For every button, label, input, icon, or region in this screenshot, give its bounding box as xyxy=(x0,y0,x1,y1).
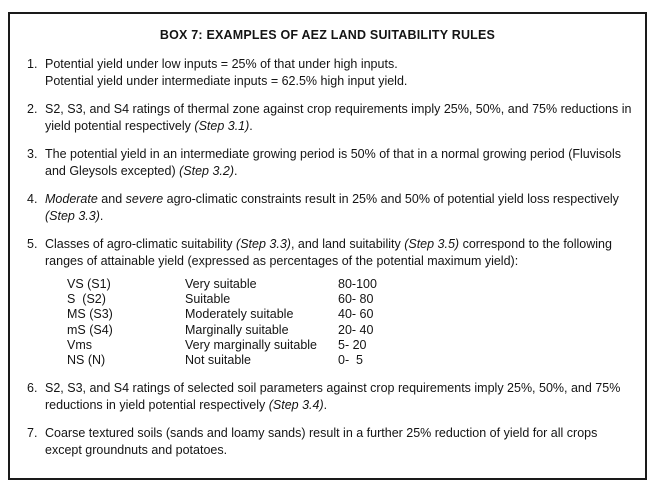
class-range: 5- 20 xyxy=(338,337,367,352)
class-code: NS (N) xyxy=(67,353,106,368)
class-code: MS (S3) xyxy=(67,307,113,322)
rule-body-part: and xyxy=(97,192,126,206)
rule-number: 7. xyxy=(27,426,38,441)
table-row xyxy=(67,323,428,338)
rule-3 xyxy=(27,146,637,179)
rule-body-part: Classes of agro-climatic suitability xyxy=(45,237,237,251)
rule-end: . xyxy=(234,163,238,178)
rule-number: 3. xyxy=(27,147,38,161)
rule-5 xyxy=(27,236,637,368)
rule-text xyxy=(45,191,637,224)
class-label: Suitable xyxy=(185,292,231,307)
step-reference: (Step 3.3) xyxy=(45,208,100,223)
table-row xyxy=(67,353,428,368)
rule-end: . xyxy=(323,397,328,412)
rule-body: S2, S3, and S4 ratings of selected soil parameters against crop requirements imply 25%, 50%, and 75% reductions in yield potential respectively xyxy=(45,381,621,412)
rule-text xyxy=(45,236,637,269)
class-label: Moderately suitable xyxy=(185,307,294,322)
rule-text: Coarse textured soils (sands and loamy sands) result in a further 25% reduction of yield for all crops except groundnuts and potatoes. xyxy=(45,426,598,457)
class-range: 0- 5 xyxy=(338,353,364,368)
rule-body: The potential yield in an intermediate growing period is 50% of that in a normal growing period (Fluvisols and Gleysols excepted) xyxy=(45,147,622,178)
rule-end: . xyxy=(249,118,253,133)
rule-text-line-1: Potential yield under low inputs = 25% of that under high inputs. xyxy=(45,57,398,71)
class-label: Not suitable xyxy=(185,353,252,368)
class-label: Very marginally suitable xyxy=(185,337,318,352)
rule-text xyxy=(45,146,637,179)
rules-list xyxy=(27,56,637,470)
class-range: 20- 40 xyxy=(338,322,374,337)
rule-number: 6. xyxy=(27,381,38,396)
rule-4 xyxy=(27,191,637,224)
rule-text xyxy=(45,380,637,413)
rule-7 xyxy=(27,425,637,458)
table-row xyxy=(67,277,428,292)
rule-body-part: agro-climatic constraints result in 25% and 50% of potential yield loss respectively xyxy=(163,192,619,206)
rule-text xyxy=(45,101,637,134)
rules-box xyxy=(8,12,647,480)
table-row xyxy=(67,338,428,353)
rule-6 xyxy=(27,380,637,413)
class-range: 40- 60 xyxy=(338,307,374,322)
emphasis-moderate: Moderate xyxy=(45,192,98,206)
suitability-classes-table xyxy=(67,277,428,368)
rule-number: 1. xyxy=(27,57,38,71)
class-range: 60- 80 xyxy=(338,292,374,307)
rule-1 xyxy=(27,56,637,89)
rule-number: 5. xyxy=(27,237,38,251)
rule-body-part: correspond to the following ranges of attainable yield (expressed as percentages of the potential maximum yield): xyxy=(45,237,612,268)
class-range: 80-100 xyxy=(338,277,377,291)
step-reference: (Step 3.5) xyxy=(404,237,460,251)
rule-end: . xyxy=(99,208,104,223)
rule-number: 4. xyxy=(27,192,38,206)
step-reference: (Step 3.1) xyxy=(194,118,250,133)
class-label: Very suitable xyxy=(185,277,257,291)
step-reference: (Step 3.4) xyxy=(268,397,324,412)
rule-2 xyxy=(27,101,637,134)
rule-number: 2. xyxy=(27,102,38,116)
box-title: BOX 7: EXAMPLES OF AEZ LAND SUITABILITY RULES xyxy=(159,28,496,42)
class-code: VS (S1) xyxy=(67,277,111,291)
class-code: mS (S4) xyxy=(67,322,113,337)
step-reference: (Step 3.2) xyxy=(179,163,235,178)
class-label: Marginally suitable xyxy=(185,322,289,337)
emphasis-severe: severe xyxy=(125,192,164,206)
table-row xyxy=(67,307,428,322)
rule-body: S2, S3, and S4 ratings of thermal zone against crop requirements imply 25%, 50%, and 75% reductions in yield potential respectively xyxy=(45,102,632,133)
table-row xyxy=(67,292,428,307)
rule-body-part: , and land suitability xyxy=(290,237,405,251)
step-reference: (Step 3.3) xyxy=(236,237,291,251)
class-code: S (S2) xyxy=(67,292,106,307)
class-code: Vms xyxy=(67,337,92,352)
rule-text-line-2: Potential yield under intermediate inputs = 62.5% high input yield. xyxy=(45,73,408,88)
